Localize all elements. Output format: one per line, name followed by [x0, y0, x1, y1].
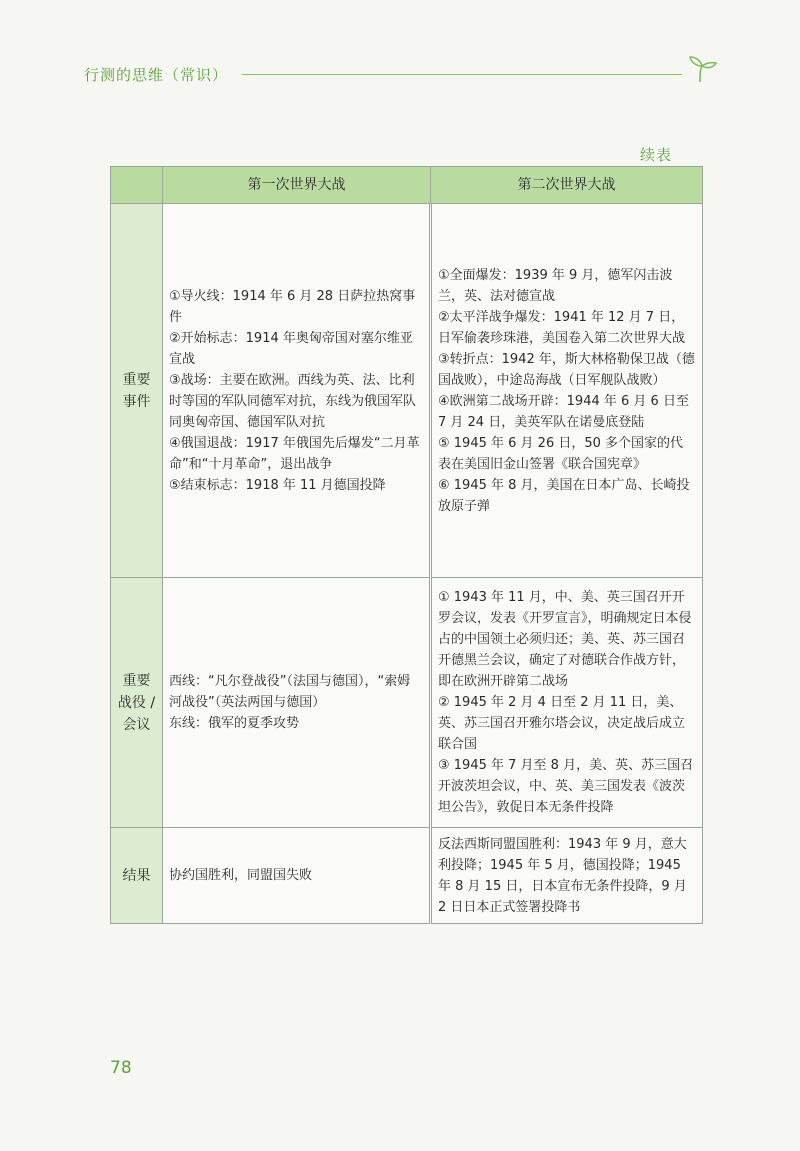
row-label-line: 结果 [122, 867, 151, 884]
row-label-line: 会议 [122, 716, 151, 733]
list-item: ①导火线：1914 年 6 月 28 日萨拉热窝事件 [169, 288, 416, 325]
list-item: ④欧洲第二战场开辟：1944 年 6 月 6 日至 7 月 24 日，美英军队在诺曼底登陆 [438, 393, 689, 430]
list-item: ⑥ 1945 年 8 月，美国在日本广岛、长崎投放原子弹 [438, 477, 690, 514]
list-item: ③战场：主要在欧洲。西线为英、法、比利时等国的军队同德军对抗，东线为俄国军队同奥匈帝国、德国军队对抗 [169, 372, 417, 430]
ww2-cell [431, 204, 703, 578]
row-label-line: 重要 [122, 672, 151, 689]
page-number: 78 [110, 1058, 132, 1078]
row-label [111, 828, 163, 924]
column-header: 第一次世界大战 [163, 167, 431, 204]
list-item: ③ 1945 年 7 月至 8 月，美、英、苏三国召开波茨坦会议，中、英、美三国发表《波茨坦公告》，敦促日本无条件投降 [438, 758, 694, 815]
table-row [111, 204, 703, 578]
list-item: ③转折点：1942 年，斯大林格勒保卫战（德国战败），中途岛海战（日军舰队战败） [438, 351, 695, 388]
table-header-row [111, 167, 703, 204]
sprout-icon [680, 54, 720, 84]
list-item: 东线：俄军的夏季攻势 [169, 716, 300, 731]
row-label-line: 事件 [122, 393, 151, 410]
continued-label: 续表 [640, 146, 673, 164]
list-item: ①全面爆发：1939 年 9 月，德军闪击波兰，英、法对德宣战 [438, 267, 673, 304]
ww1-cell [163, 578, 431, 828]
list-item: ④俄国退战：1917 年俄国先后爆发“二月革命”和“十月革命”，退出战争 [169, 435, 420, 472]
list-item: 协约国胜利，同盟国失败 [169, 868, 313, 883]
comparison-table [110, 166, 703, 924]
ww2-cell [431, 578, 703, 828]
list-item: ② 1945 年 2 月 4 日至 2 月 11 日，美、英、苏三国召开雅尔塔会议，决定战后成立联合国 [438, 695, 686, 752]
column-header: 第二次世界大战 [431, 167, 703, 204]
header-title: 行测的思维（常识） [84, 66, 229, 84]
ww1-cell [163, 828, 431, 924]
row-label [111, 578, 163, 828]
header-rule [242, 74, 682, 75]
list-item: ① 1943 年 11 月，中、美、英三国召开开罗会议，发表《开罗宣言》，明确规定日本侵占的中国领土必须归还；美、英、苏三国召开德黑兰会议，确定了对德联合作战方针，即在欧洲开辟第二战场 [438, 590, 692, 689]
table-row [111, 578, 703, 828]
table-corner-cell [111, 167, 163, 204]
page-header [84, 62, 724, 92]
row-label-line: 战役 / [117, 694, 156, 711]
list-item: ②开始标志：1914 年奥匈帝国对塞尔维亚宣战 [169, 330, 413, 367]
ww2-cell [431, 828, 703, 924]
table-row [111, 828, 703, 924]
row-label-line: 重要 [122, 371, 151, 388]
list-item: 反法西斯同盟国胜利：1943 年 9 月，意大利投降；1945 年 5 月，德国投降；1945 年 8 月 15 日，日本宣布无条件投降，9 月 2 日日本正式签署投降书 [438, 836, 687, 915]
list-item: ②太平洋战争爆发：1941 年 12 月 7 日，日军偷袭珍珠港，美国卷入第二次世界大战 [438, 309, 686, 346]
list-item: ⑤ 1945 年 6 月 26 日，50 多个国家的代表在美国旧金山签署《联合国宪章》 [438, 435, 684, 472]
ww1-cell [163, 204, 431, 578]
list-item: ⑤结束标志：1918 年 11 月德国投降 [169, 477, 386, 493]
row-label [111, 204, 163, 578]
list-item: 西线：“凡尔登战役”（法国与德国），“索姆河战役”（英法两国与德国） [169, 674, 411, 710]
